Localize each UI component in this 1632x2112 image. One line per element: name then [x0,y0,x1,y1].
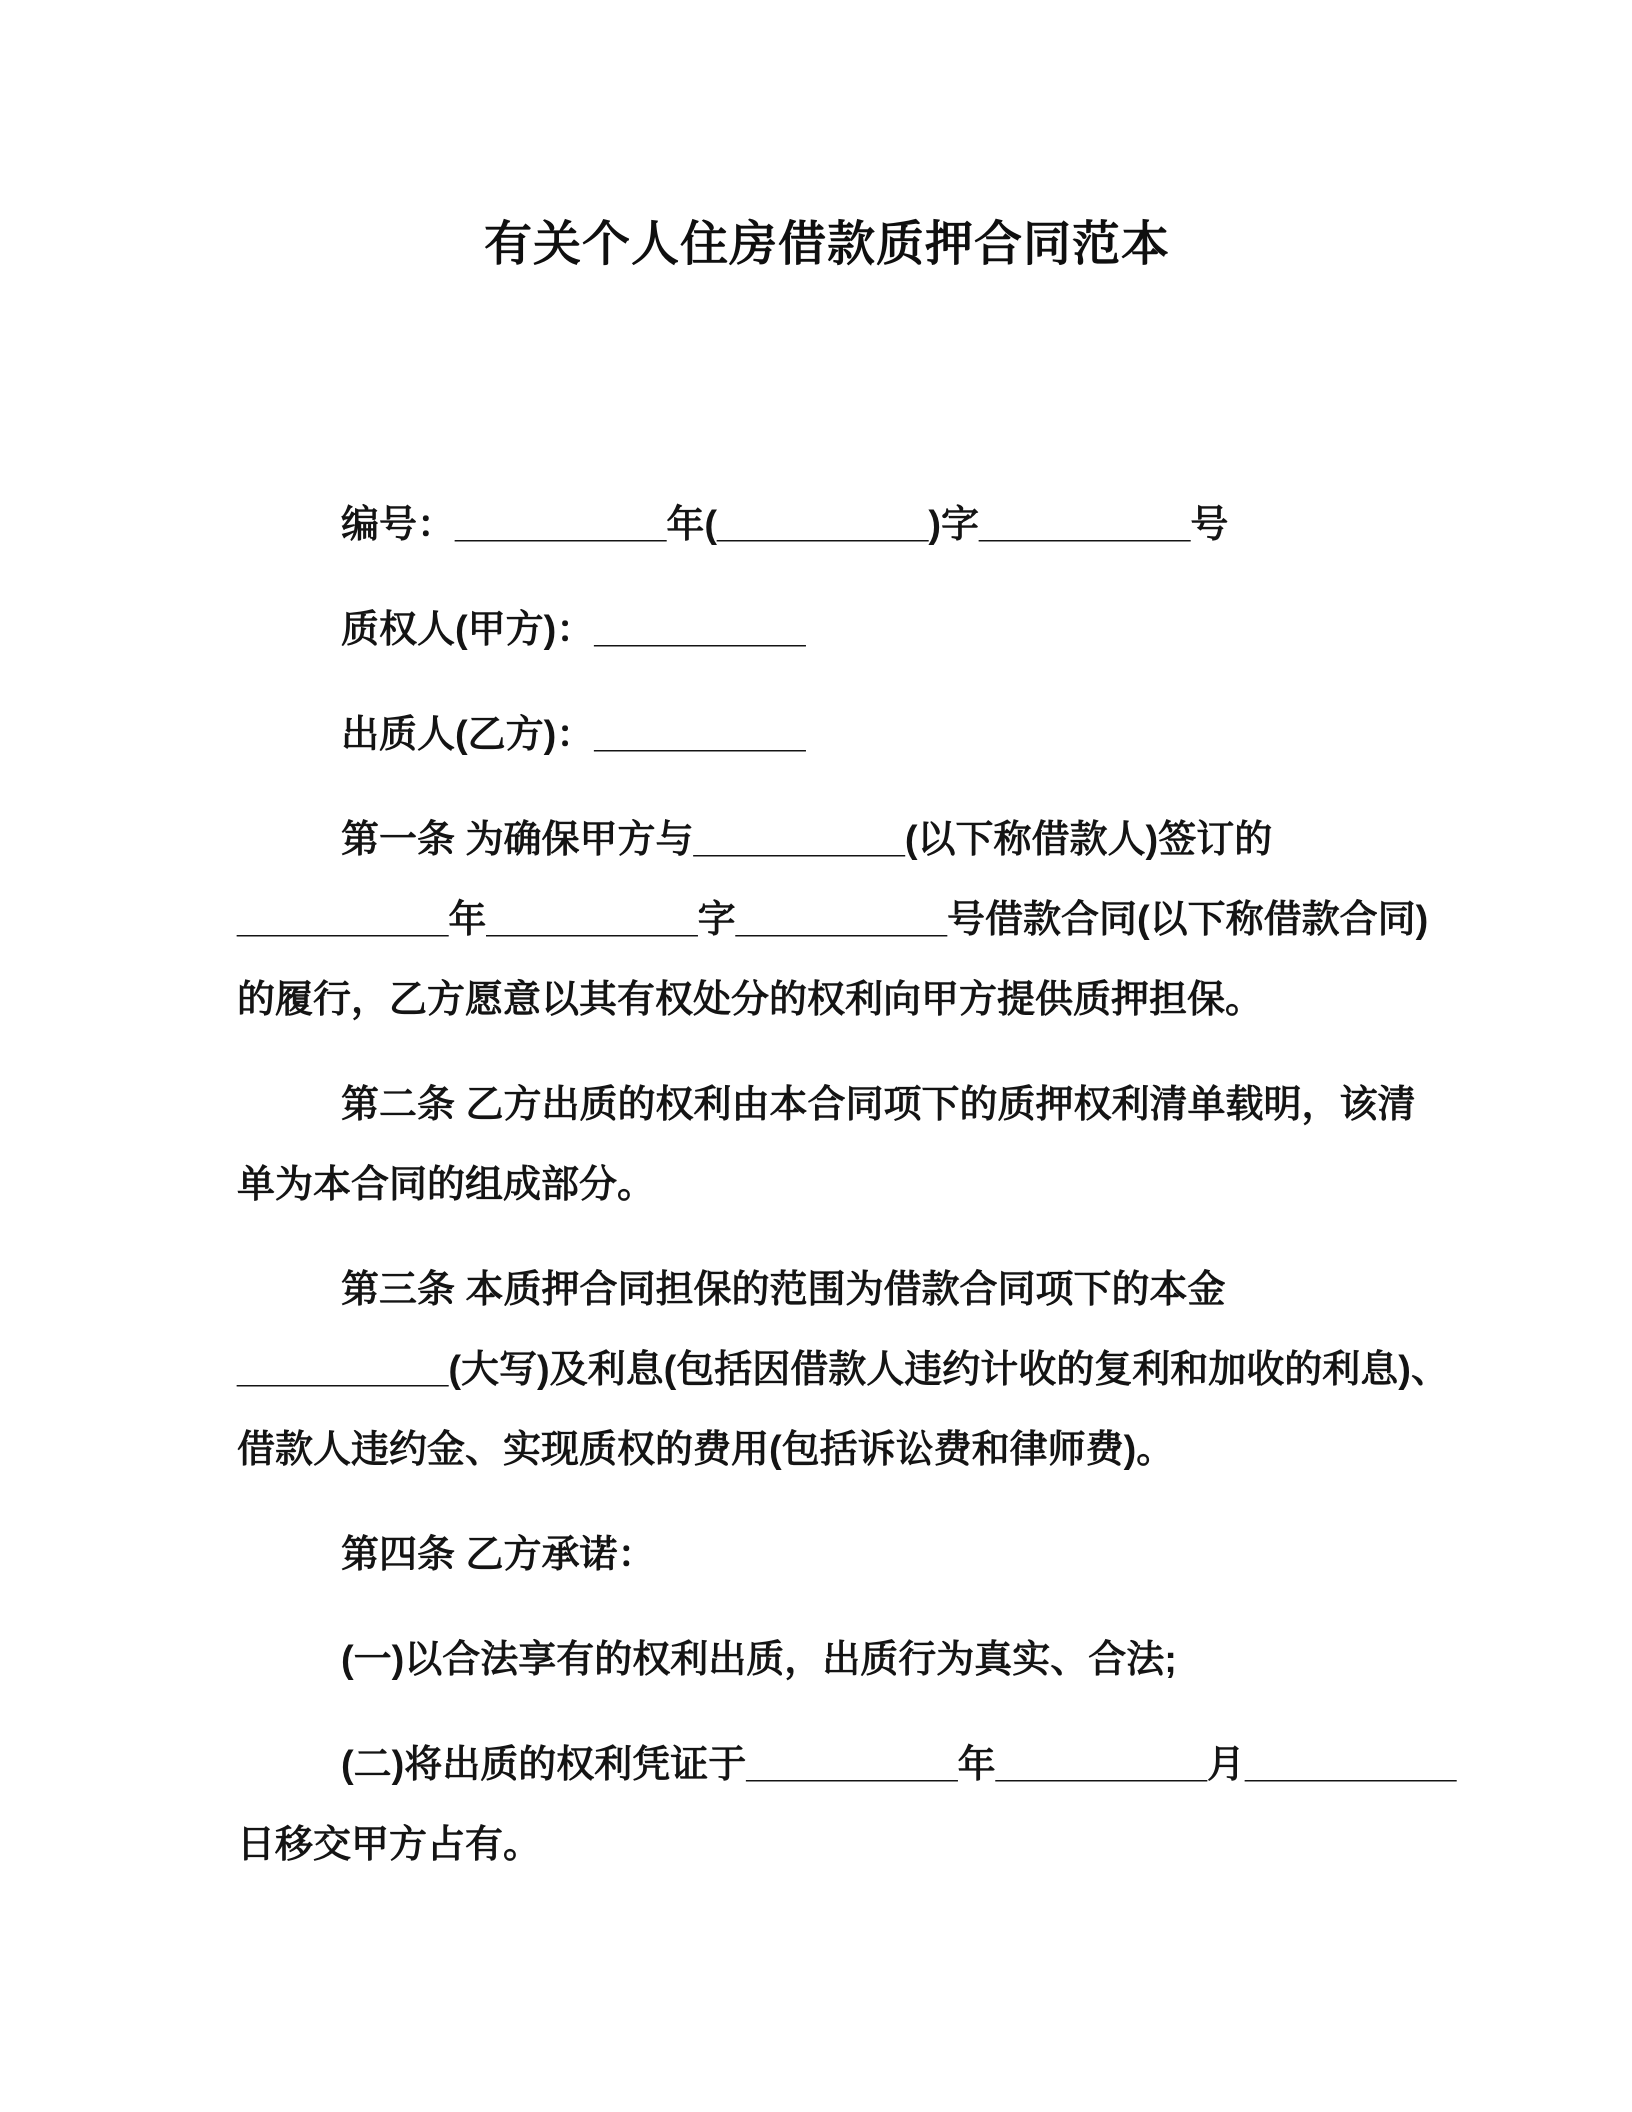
paragraph-article-4-item-2 [237,1725,1457,1885]
paragraph-contract-number [237,485,1417,565]
text-line: (二)将出质的权利凭证于__________年__________月__________ [341,1744,1457,1786]
paragraph-article-4 [237,1515,1417,1595]
document-title: 有关个人住房借款质押合同范本 [483,218,1170,271]
text-line: 出质人(乙方)：__________ [341,714,806,756]
text-line: 的履行，乙方愿意以其有权处分的权利向甲方提供质押担保。 [237,979,1264,1021]
text-line: 第一条 为确保甲方与__________(以下称借款人)签订的 [341,819,1273,861]
text-line: 第四条 乙方承诺： [341,1534,656,1576]
paragraph-article-4-item-1 [237,1620,1417,1700]
paragraph-article-3 [237,1250,1449,1490]
text-line: (一)以合法享有的权利出质，出质行为真实、合法; [341,1639,1177,1681]
paragraph-article-2 [237,1065,1417,1225]
text-line: 质权人(甲方)：__________ [341,609,806,651]
text-line: 日移交甲方占有。 [237,1824,542,1866]
text-line: __________年__________字__________号借款合同(以下称借款合同) [237,899,1429,941]
text-line: 第二条 乙方出质的权利由本合同项下的质押权利清单载明，该清 [341,1084,1416,1126]
text-line: __________(大写)及利息(包括因借款人违约计收的复利和加收的利息)、 [237,1349,1449,1391]
paragraph-pledgor-party-b [237,695,1417,775]
text-line: 单为本合同的组成部分。 [237,1164,656,1206]
paragraph-pledgee-party-a [237,590,1417,670]
text-line: 借款人违约金、实现质权的费用(包括诉讼费和律师费)。 [237,1429,1175,1471]
text-line: 编号：__________年(__________)字__________号 [341,504,1229,546]
text-line: 第三条 本质押合同担保的范围为借款合同项下的本金 [341,1269,1226,1311]
paragraph-article-1 [237,800,1429,1040]
